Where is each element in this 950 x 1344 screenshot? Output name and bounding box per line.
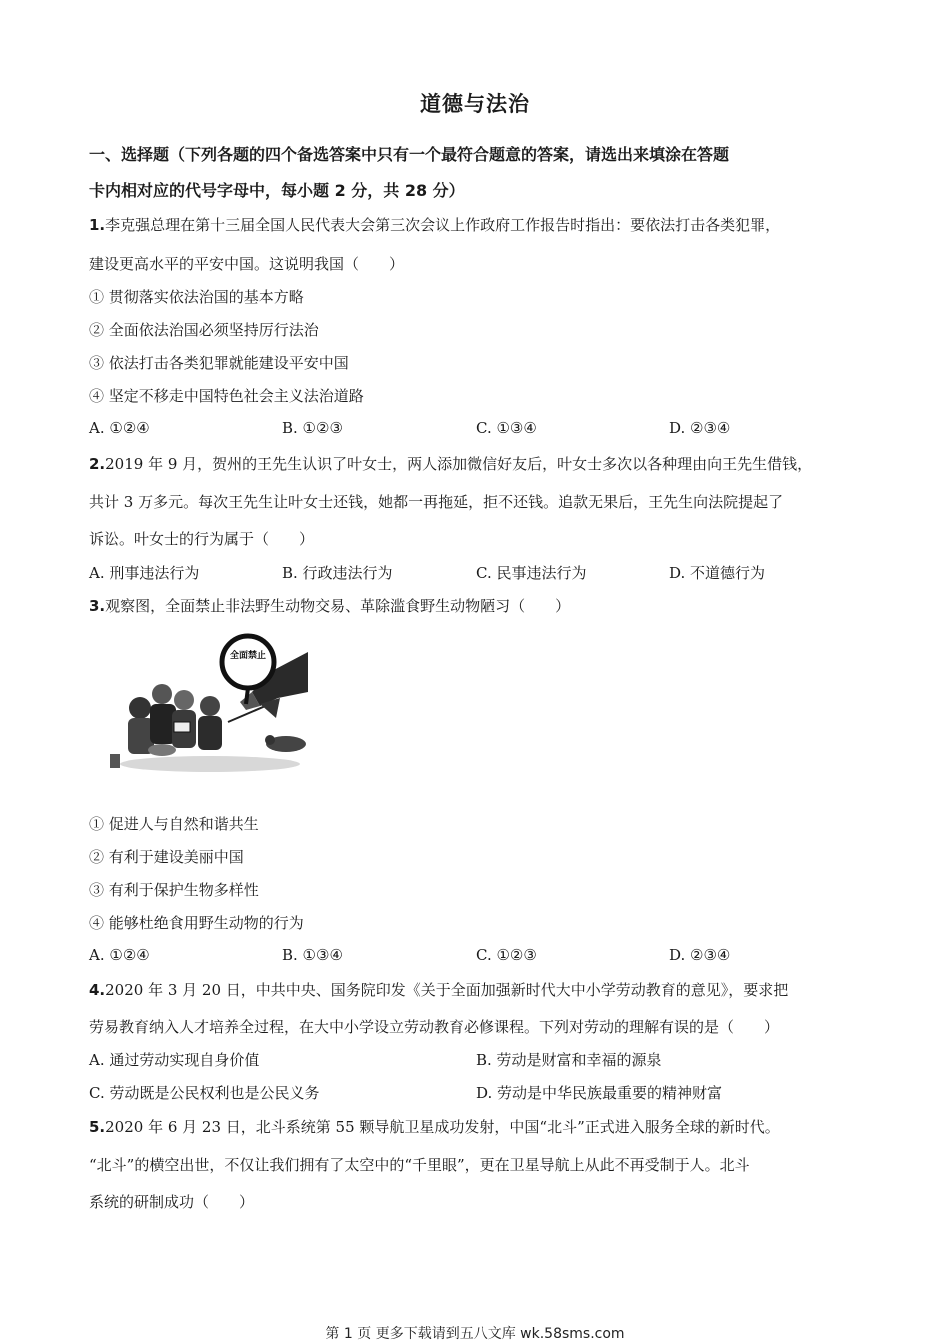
cartoon-illustration: [100, 622, 312, 780]
q1-item: ③ 依法打击各类犯罪就能建设平安中国: [89, 354, 349, 372]
q3-stem-text1: 观察图，全面禁止非法野生动物交易、革除滥食野生动物陋习（ ）: [105, 597, 571, 615]
q5-stem-text1: 2020 年 6 月 23 日，北斗系统第 55 颗导航卫星成功发射，中国“北斗”正式进入服务全球的新时代。: [105, 1118, 780, 1136]
q4-option-d[interactable]: D. 劳动是中华民族最重要的精神财富: [476, 1084, 723, 1102]
q5-number: 5.: [89, 1118, 106, 1136]
q1-option-a[interactable]: A. ①②④: [89, 419, 150, 437]
q3-option-a[interactable]: A. ①②④: [89, 946, 150, 964]
q4-option-a[interactable]: A. 通过劳动实现自身价值: [89, 1051, 260, 1069]
page-number: 1: [343, 1326, 353, 1342]
q2-stem-line3: 诉讼。叶女士的行为属于（ ）: [89, 530, 315, 548]
q3-item: ② 有利于建设美丽中国: [89, 848, 244, 866]
q3-option-c[interactable]: C. ①②③: [476, 946, 537, 964]
q1-item: ② 全面依法治国必须坚持厉行法治: [89, 321, 319, 339]
q1-stem-text1: 李克强总理在第十三届全国人民代表大会第三次会议上作政府工作报告时指出：要依法打击各类犯罪，: [105, 216, 781, 234]
q2-option-d[interactable]: D. 不道德行为: [669, 564, 766, 582]
footer-prefix: 第: [325, 1326, 344, 1342]
q2-option-a[interactable]: A. 刑事违法行为: [89, 564, 200, 582]
q4-option-b[interactable]: B. 劳动是财富和幸福的源泉: [476, 1051, 662, 1069]
q1-item: ① 贯彻落实依法治国的基本方略: [89, 288, 304, 306]
q3-number: 3.: [89, 597, 106, 615]
q3-stem-line1: [89, 595, 570, 616]
sign-text: 全面禁止: [229, 651, 267, 661]
q2-stem-text1: 2019 年 9 月，贺州的王先生认识了叶女士，两人添加微信好友后，叶女士多次以各种理由向王先生借钱，: [105, 455, 813, 473]
q1-stem-line1: [89, 214, 780, 235]
q3-item: ④ 能够杜绝食用野生动物的行为: [89, 914, 304, 932]
q4-stem-line1: [89, 979, 788, 1000]
q1-stem-line2: 建设更高水平的平安中国。这说明我国（ ）: [89, 255, 405, 273]
q4-option-c[interactable]: C. 劳动既是公民权利也是公民义务: [89, 1084, 320, 1102]
q1-item: ④ 坚定不移走中国特色社会主义法治道路: [89, 387, 364, 405]
q5-stem-line1: [89, 1116, 780, 1137]
footer-link[interactable]: wk.58sms.com: [520, 1326, 625, 1342]
q5-stem-line3: 系统的研制成功（ ）: [89, 1193, 255, 1211]
q4-number: 4.: [89, 981, 106, 999]
q5-stem-line2: “北斗”的横空出世，不仅让我们拥有了太空中的“千里眼”，更在卫星导航上从此不再受制于人。北斗: [89, 1156, 750, 1174]
section-heading-line2: 卡内相对应的代号字母中，每小题 2 分，共 28 分）: [89, 181, 465, 200]
q2-number: 2.: [89, 455, 106, 473]
q4-stem-text1: 2020 年 3 月 20 日，中共中央、国务院印发《关于全面加强新时代大中小学劳动教育的意见》，要求把: [105, 981, 789, 999]
q3-item: ① 促进人与自然和谐共生: [89, 815, 259, 833]
q2-option-c[interactable]: C. 民事违法行为: [476, 564, 587, 582]
q4-stem-line2: 劳易教育纳入人才培养全过程，在大中小学设立劳动教育必修课程。下列对劳动的理解有误的是（ ）: [89, 1018, 780, 1036]
section-heading-line1: 一、选择题（下列各题的四个备选答案中只有一个最符合题意的答案，请选出来填涂在答题: [89, 145, 730, 164]
q1-option-d[interactable]: D. ②③④: [669, 419, 731, 437]
q2-option-b[interactable]: B. 行政违法行为: [282, 564, 393, 582]
page-title: 道德与法治: [420, 92, 530, 116]
footer-text: 页 更多下载请到五八文库: [352, 1326, 521, 1342]
q3-option-b[interactable]: B. ①③④: [282, 946, 343, 964]
page-footer: [0, 1323, 950, 1343]
q1-number: 1.: [89, 216, 106, 234]
q2-stem-line2: 共计 3 万多元。每次王先生让叶女士还钱，她都一再拖延，拒不还钱。追款无果后，王先生向法院提起了: [89, 493, 784, 511]
q3-option-d[interactable]: D. ②③④: [669, 946, 731, 964]
q2-stem-line1: [89, 453, 812, 474]
q1-option-b[interactable]: B. ①②③: [282, 419, 343, 437]
q1-option-c[interactable]: C. ①③④: [476, 419, 537, 437]
q3-item: ③ 有利于保护生物多样性: [89, 881, 259, 899]
